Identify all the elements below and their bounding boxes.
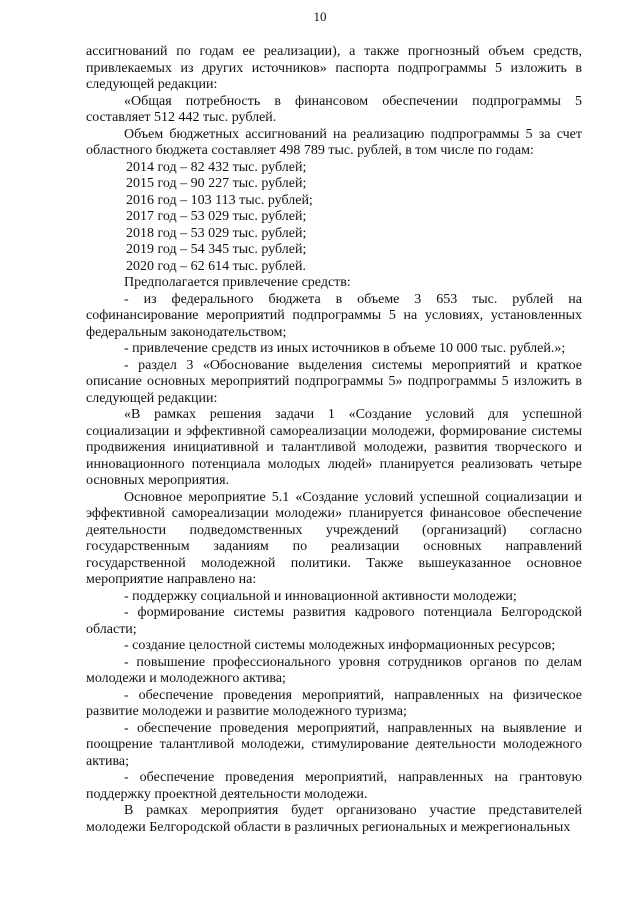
list-item: - привлечение средств из иных источников в объеме 10 000 тыс. рублей.»;	[124, 341, 566, 356]
list-item: - обеспечение проведения мероприятий, направленных на грантовую поддержку проектной деятельности молодежи.	[86, 770, 582, 802]
list-item: - повышение профессионального уровня сотрудников органов по делам молодежи и молодежного актива;	[86, 654, 582, 686]
list-item: - из федерального бюджета в объеме 3 653 тыс. рублей на софинансирование мероприятий подпрограммы 5 на условиях, установленных федеральным законодательством;	[86, 291, 582, 340]
year-line: 2020 год – 62 614 тыс. рублей.	[126, 258, 306, 274]
year-line: 2016 год – 103 113 тыс. рублей;	[126, 192, 313, 208]
list-item: - обеспечение проведения мероприятий, направленных на выявление и поощрение талантливой молодежи, стимулирование деятельности молодежного актива;	[86, 720, 582, 769]
year-line: 2015 год – 90 227 тыс. рублей;	[126, 176, 307, 191]
list-item: - обеспечение проведения мероприятий, направленных на физическое развитие молодежи и развитие молодежного туризма;	[86, 687, 582, 719]
year-line: 2017 год – 53 029 тыс. рублей;	[126, 209, 307, 224]
paragraph: «В рамках решения задачи 1 «Создание условий для успешной социализации и эффективной самореализации молодежи, формирование системы продвижения инициативной и талантливой молодежи, развития творческого и инновационного потенциала молодых людей» планируется реализовать четыре основных мероприятия.	[86, 407, 582, 488]
year-line: 2018 год – 53 029 тыс. рублей;	[126, 225, 307, 241]
paragraph: Основное мероприятие 5.1 «Создание условий успешной социализации и эффективной самореализации молодежи» планируется финансовое обеспечение деятельности подведомственных учреждений (организаций) согласно государственным заданиям по реализации основных направлений государственной молодежной политики. Также вышеуказанное основное мероприятие направлено на:	[86, 489, 582, 587]
paragraph: ассигнований по годам ее реализации), а также прогнозный объем средств, привлекаемых из других источников» паспорта подпрограммы 5 изложить в следующей редакции:	[86, 44, 582, 92]
paragraph: «Общая потребность в финансовом обеспечении подпрограммы 5 составляет 512 442 тыс. рублей.	[86, 93, 582, 125]
list-item: - создание целостной системы молодежных информационных ресурсов;	[124, 638, 556, 653]
paragraph: Предполагается привлечение средств:	[124, 275, 351, 290]
document-body	[86, 44, 582, 836]
list-item: - поддержку социальной и инновационной активности молодежи;	[124, 588, 517, 604]
list-item: - раздел 3 «Обоснование выделения системы мероприятий и краткое описание основных мероприятий подпрограммы 5» подпрограммы 5 изложить в следующей редакции:	[86, 357, 582, 406]
page-number: 10	[313, 9, 327, 24]
paragraph: Объем бюджетных ассигнований на реализацию подпрограммы 5 за счет областного бюджета составляет 498 789 тыс. рублей, в том числе по годам:	[86, 126, 582, 158]
paragraph: В рамках мероприятия будет организовано участие представителей молодежи Белгородской области в различных региональных и межрегиональных	[86, 803, 582, 835]
year-line: 2019 год – 54 345 тыс. рублей;	[126, 242, 307, 257]
list-item: - формирование системы развития кадрового потенциала Белгородской области;	[86, 605, 582, 637]
year-line: 2014 год – 82 432 тыс. рублей;	[126, 159, 307, 175]
